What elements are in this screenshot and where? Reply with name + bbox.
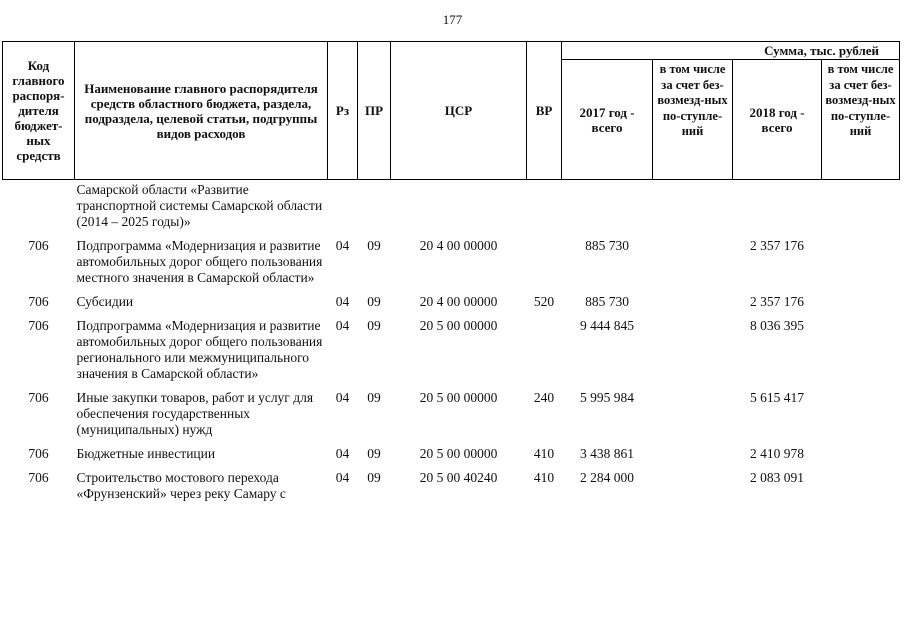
cell-code: 706 bbox=[28, 390, 49, 405]
cell-rz: 04 bbox=[335, 318, 350, 333]
cell-pr: 09 bbox=[367, 470, 381, 485]
cell-free-2018 bbox=[822, 286, 900, 310]
cell-csr: 20 5 00 00000 bbox=[419, 390, 498, 405]
cell-sum-2018: 2 357 176 bbox=[750, 294, 804, 309]
cell-vr: 240 bbox=[533, 390, 555, 405]
cell-pr: 09 bbox=[367, 238, 381, 253]
table-row bbox=[3, 310, 900, 382]
table-row bbox=[3, 230, 900, 286]
header-csr: ЦСР bbox=[391, 42, 527, 180]
table-body bbox=[3, 180, 900, 503]
cell-csr: 20 4 00 00000 bbox=[419, 238, 498, 253]
table-row bbox=[3, 180, 900, 231]
cell-csr: 20 5 00 00000 bbox=[419, 446, 498, 461]
header-sum: Сумма, тыс. рублей bbox=[562, 42, 900, 60]
cell-vr bbox=[527, 230, 562, 286]
cell-name: Субсидии bbox=[76, 294, 134, 309]
cell-name: Самарской области «Развитие транспортной системы Самарской области (2014 – 2025 годы)» bbox=[76, 182, 323, 229]
cell-vr: 410 bbox=[533, 446, 555, 461]
cell-pr: 09 bbox=[367, 446, 381, 461]
cell-code: 706 bbox=[28, 318, 49, 333]
cell-rz: 04 bbox=[335, 446, 350, 461]
cell-name: Подпрограмма «Модернизация и развитие автомобильных дорог общего пользования местного значения в Самарской области» bbox=[76, 238, 323, 285]
cell-rz: 04 bbox=[335, 470, 350, 485]
cell-name: Строительство мостового перехода «Фрунзенский» через реку Самару с bbox=[76, 470, 286, 501]
header-vr: ВР bbox=[527, 42, 562, 180]
header-2018-total: 2018 год - всего bbox=[733, 60, 822, 180]
cell-sum-2017 bbox=[562, 180, 653, 231]
cell-csr: 20 4 00 00000 bbox=[419, 294, 498, 309]
cell-pr: 09 bbox=[367, 390, 381, 405]
cell-pr: 09 bbox=[367, 318, 381, 333]
table-row bbox=[3, 462, 900, 502]
cell-csr: 20 5 00 40240 bbox=[419, 470, 498, 485]
cell-sum-2017: 5 995 984 bbox=[580, 390, 634, 405]
header-2018-free: в том числе за счет без-возмезд-ных по-ступле-ний bbox=[822, 60, 900, 180]
cell-free-2018 bbox=[822, 310, 900, 382]
cell-sum-2017: 2 284 000 bbox=[580, 470, 634, 485]
cell-free-2017 bbox=[653, 230, 733, 286]
cell-sum-2017: 885 730 bbox=[585, 294, 629, 309]
header-pr: ПР bbox=[358, 42, 391, 180]
cell-csr: 20 5 00 00000 bbox=[419, 318, 498, 333]
cell-code: 706 bbox=[28, 238, 49, 253]
cell-free-2018 bbox=[822, 382, 900, 438]
header-code: Код главного распоря-дителя бюджет-ных средств bbox=[3, 42, 75, 180]
cell-free-2017 bbox=[653, 180, 733, 231]
cell-rz: 04 bbox=[335, 390, 350, 405]
header-name: Наименование главного распорядителя средств областного бюджета, раздела, подраздела, целевой статьи, подгруппы видов расходов bbox=[75, 42, 328, 180]
cell-name: Подпрограмма «Модернизация и развитие автомобильных дорог общего пользования регионального или межмуниципального значения в Самарской области» bbox=[76, 318, 323, 381]
cell-code bbox=[3, 180, 75, 231]
cell-vr: 520 bbox=[533, 294, 555, 309]
cell-free-2017 bbox=[653, 310, 733, 382]
cell-sum-2017: 3 438 861 bbox=[580, 446, 634, 461]
header-2017-free: в том числе за счет без-возмезд-ных по-ступле-ний bbox=[653, 60, 733, 180]
cell-sum-2017: 9 444 845 bbox=[580, 318, 634, 333]
cell-code: 706 bbox=[28, 470, 49, 485]
cell-name: Бюджетные инвестиции bbox=[76, 446, 216, 461]
cell-sum-2017: 885 730 bbox=[585, 238, 629, 253]
cell-sum-2018: 2 357 176 bbox=[750, 238, 804, 253]
cell-rz: 04 bbox=[335, 294, 350, 309]
cell-free-2018 bbox=[822, 230, 900, 286]
cell-sum-2018 bbox=[733, 180, 822, 231]
cell-rz: 04 bbox=[335, 238, 350, 253]
header-rz: Рз bbox=[328, 42, 358, 180]
cell-sum-2018: 2 410 978 bbox=[750, 446, 804, 461]
cell-free-2018 bbox=[822, 438, 900, 462]
cell-sum-2018: 2 083 091 bbox=[750, 470, 804, 485]
cell-name: Иные закупки товаров, работ и услуг для обеспечения государственных (муниципальных) нужд bbox=[76, 390, 314, 437]
cell-rz bbox=[328, 180, 358, 231]
cell-free-2017 bbox=[653, 382, 733, 438]
cell-code: 706 bbox=[28, 446, 49, 461]
cell-free-2017 bbox=[653, 462, 733, 502]
page-number: 177 bbox=[442, 12, 463, 27]
cell-vr bbox=[527, 180, 562, 231]
cell-vr bbox=[527, 310, 562, 382]
cell-sum-2018: 8 036 395 bbox=[750, 318, 804, 333]
cell-vr: 410 bbox=[533, 470, 555, 485]
cell-pr bbox=[358, 180, 391, 231]
table-row bbox=[3, 286, 900, 310]
cell-free-2018 bbox=[822, 180, 900, 231]
cell-sum-2018: 5 615 417 bbox=[750, 390, 804, 405]
table-header bbox=[3, 42, 900, 180]
cell-free-2018 bbox=[822, 462, 900, 502]
cell-free-2017 bbox=[653, 438, 733, 462]
table-row bbox=[3, 382, 900, 438]
budget-table bbox=[2, 41, 900, 502]
cell-pr: 09 bbox=[367, 294, 381, 309]
cell-code: 706 bbox=[28, 294, 49, 309]
cell-free-2017 bbox=[653, 286, 733, 310]
table-row bbox=[3, 438, 900, 462]
cell-csr bbox=[391, 180, 527, 231]
header-2017-total: 2017 год - всего bbox=[562, 60, 653, 180]
